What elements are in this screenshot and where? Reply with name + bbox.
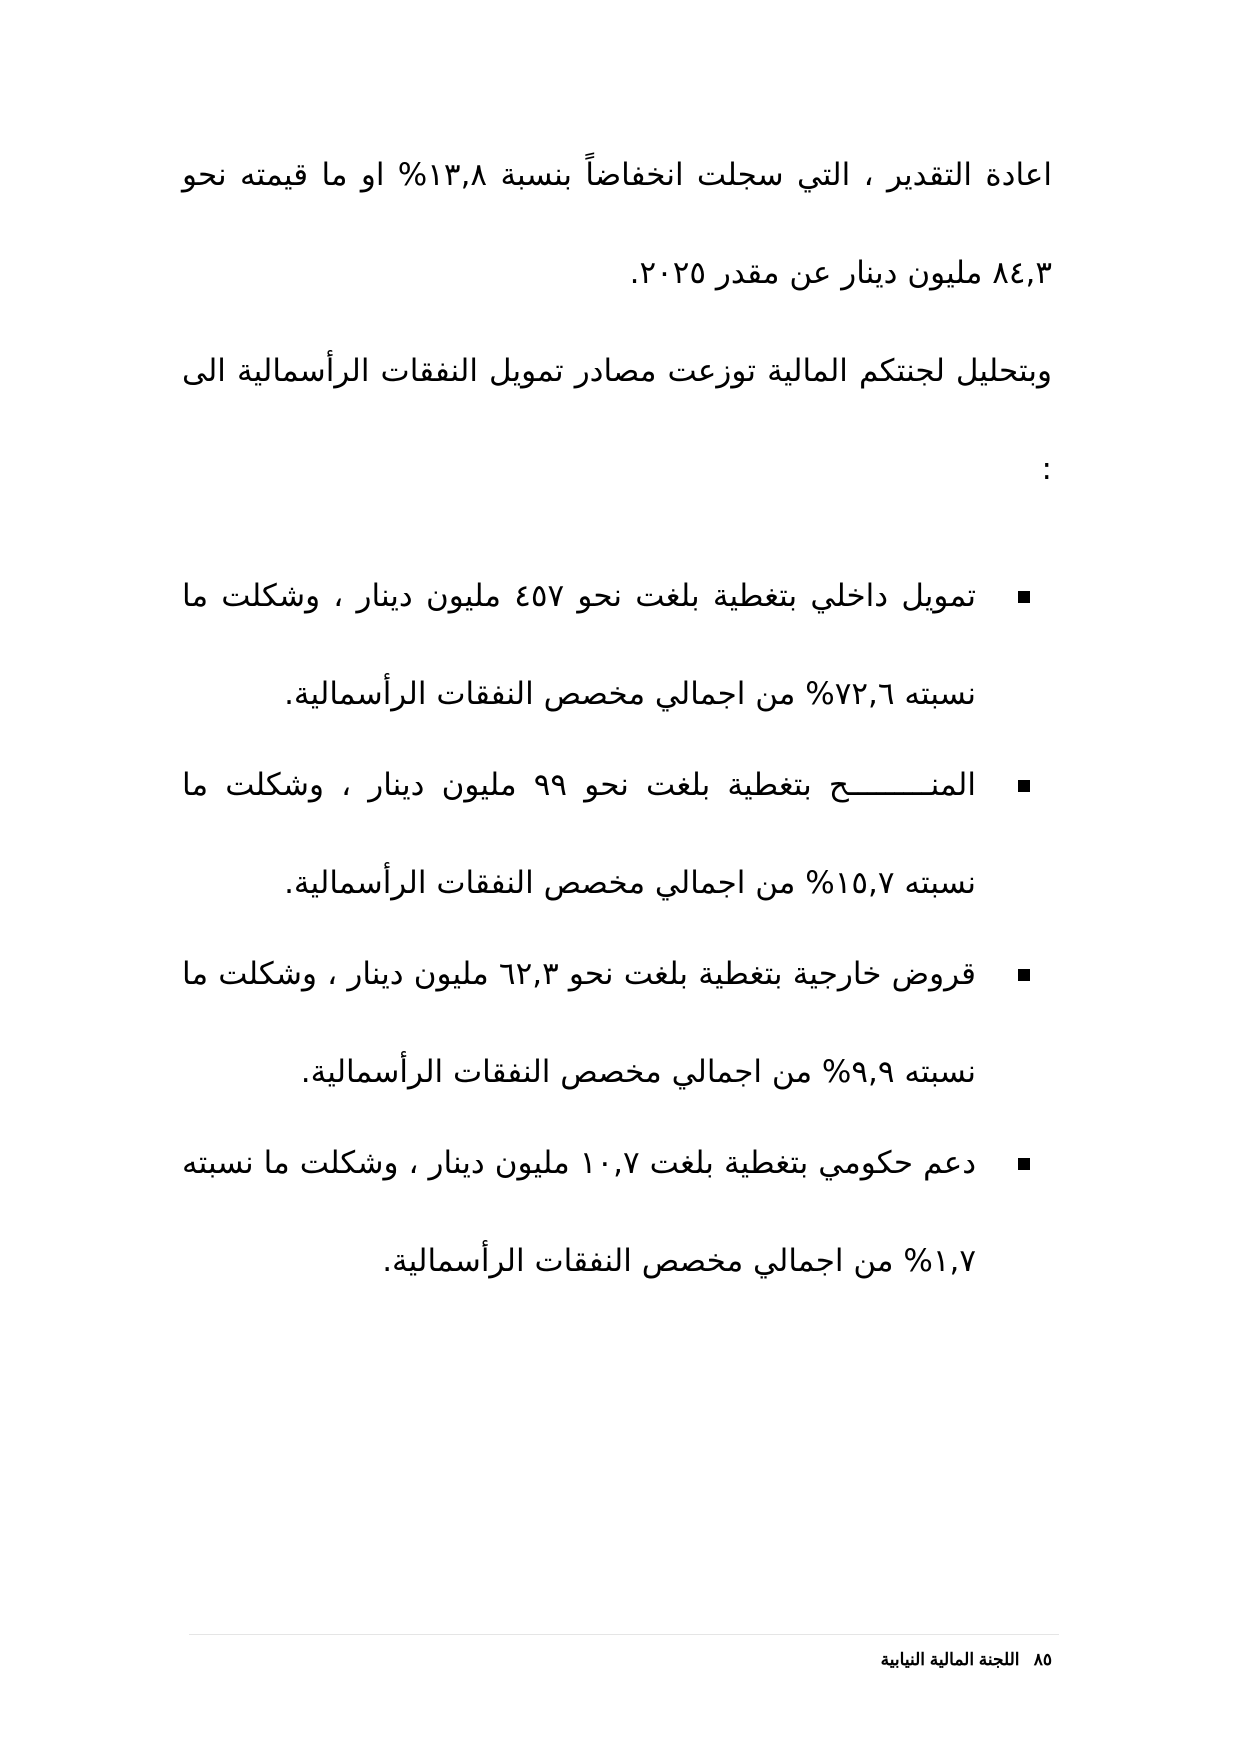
list-item-text: المنـــــــــح بتغطية بلغت نحو ٩٩ مليون دينار ، وشكلت ما نسبته ١٥,٧% من اجمالي مخصص النفقات الرأسمالية. xyxy=(182,767,976,901)
list-item xyxy=(182,925,1052,1121)
intro-paragraph-estimate: اعادة التقدير ، التي سجلت انخفاضاً بنسبة ١٣,٨% او ما قيمته نحو ٨٤,٣ مليون دينار عن مقدر ٢٠٢٥. xyxy=(182,157,1052,291)
funding-sources-list xyxy=(182,547,1052,1310)
list-item xyxy=(182,736,1052,932)
list-item-text: تمويل داخلي بتغطية بلغت نحو ٤٥٧ مليون دينار ، وشكلت ما نسبته ٧٢,٦% من اجمالي مخصص النفقات الرأسمالية. xyxy=(182,578,976,712)
list-item xyxy=(182,1114,1052,1310)
square-bullet-icon xyxy=(1018,1158,1030,1170)
square-bullet-icon xyxy=(1018,780,1030,792)
intro-paragraph-funding-sources: وبتحليل لجنتكم المالية توزعت مصادر تمويل النفقات الرأسمالية الى : xyxy=(182,353,1052,487)
footer-divider xyxy=(189,1634,1059,1635)
list-item-text: دعم حكومي بتغطية بلغت ١٠,٧ مليون دينار ، وشكلت ما نسبته ١,٧% من اجمالي مخصص النفقات الرأسمالية. xyxy=(182,1145,977,1279)
square-bullet-icon xyxy=(1018,969,1030,981)
list-item xyxy=(182,547,1052,743)
page-number: ٨٥ xyxy=(1033,1650,1052,1669)
list-item-text: قروض خارجية بتغطية بلغت نحو ٦٢,٣ مليون دينار ، وشكلت ما نسبته ٩,٩% من اجمالي مخصص النفقات الرأسمالية. xyxy=(182,956,976,1090)
footer-label: اللجنة المالية النيابية xyxy=(880,1650,1020,1669)
square-bullet-icon xyxy=(1018,591,1030,603)
page-footer xyxy=(881,1650,1052,1670)
